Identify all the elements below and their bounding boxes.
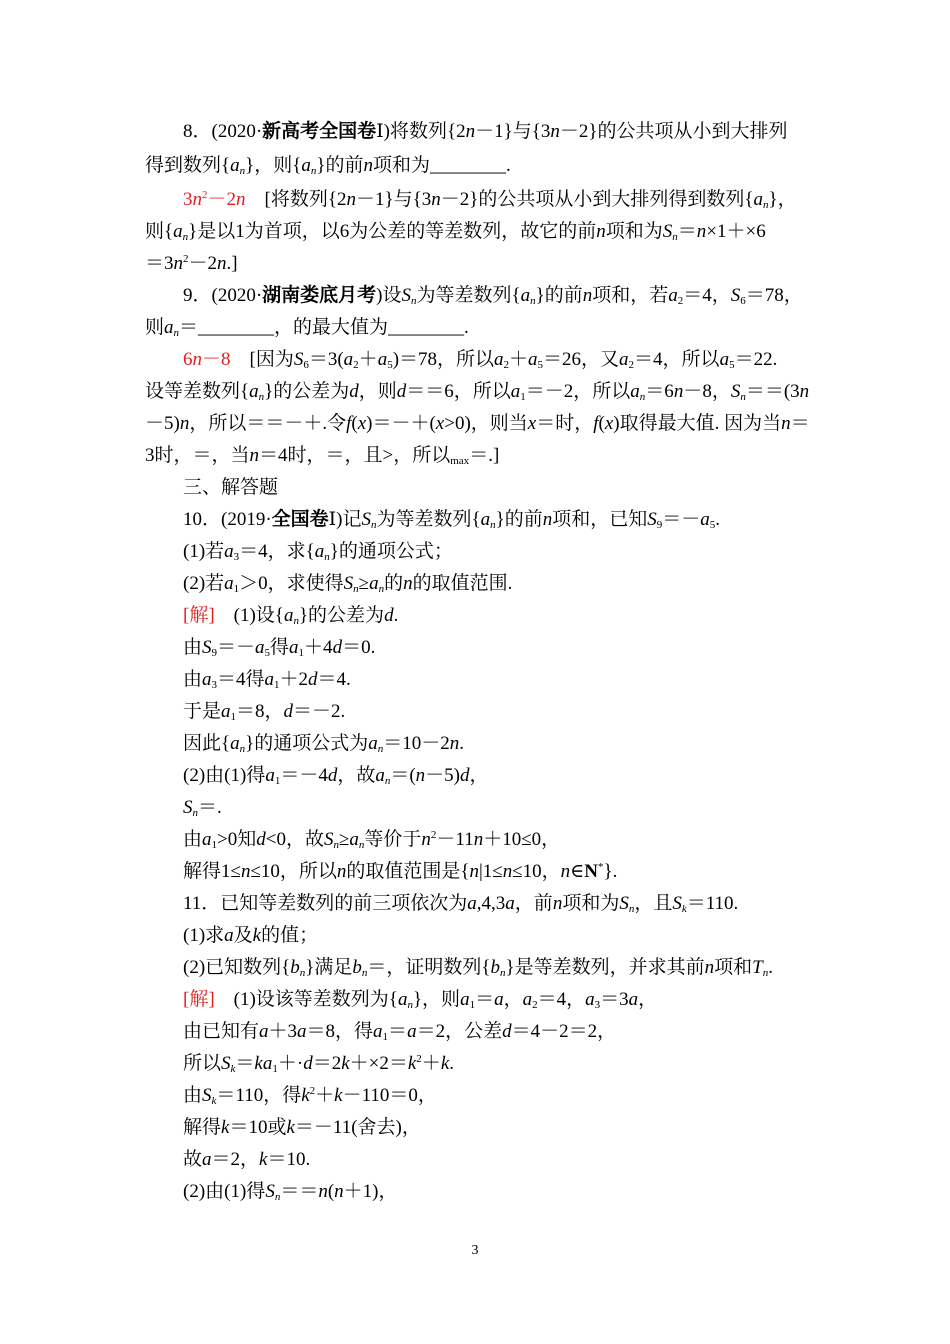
solution-11-line-1: [解] (1)设该等差数列为$\{a_n\}$，则$a_1=a$，$a_2=4$，$a_3=3a$， <box>183 989 658 1011</box>
problem-9-line-2: 则$a_n=\_\_\_\_\_\_\_\_$，的最大值为________. <box>145 317 469 339</box>
answer-9-line-4: 3时，＝，当n＝4时，＝，且>，所以$_{max}$＝.] <box>145 445 500 467</box>
solution-10-line-2: 由$S_9=-a_5$得$a_1+4d=0$. <box>183 637 376 659</box>
answer-9-line-2: 设等差数列$\{a_n\}$的公差为d，则d＝＝6，所以$a_1=-2$，所以$a_n=6n-8$，$S_n==(3n$ <box>145 381 810 403</box>
solution-11-line-3: 所以$S_k=ka_1+\cdot d=2k+\times 2=k^2+k$. <box>183 1053 454 1075</box>
answer-8-line-2: 则$\{a_n\}$是以1为首项，以6为公差的等差数列，故它的前n项和为$S_n=n\times 1+\times 6$ <box>145 221 766 243</box>
problem-8-line-2: 得到数列$\{a_n\}$，则$\{a_n\}$的前n项和为________. <box>145 155 511 177</box>
answer-8-value: $3n^2-2n$ <box>183 189 246 210</box>
solution-10-line-5: 因此$\{a_n\}$的通项公式为$a_n=10-2n$. <box>183 733 465 755</box>
solution-label: [解] <box>183 605 215 626</box>
solution-label: [解] <box>183 989 215 1010</box>
answer-8-line-3: $=3n^2-2n$.] <box>145 253 238 274</box>
problem-11-part-2: (2)已知数列$\{b_n\}$满足$b_n=$，证明数列$\{b_n\}$是等差数列，并求其前n项和$T_n$. <box>183 957 773 979</box>
answer-8-line-1: $3n^2-2n$ [将数列{2n－1}与{3n－2}的公共项从小到大排列得到数列$\{a_n\}$， <box>183 189 797 211</box>
solution-11-line-4: 由$S_k=110$，得$k^2+k-110=0$， <box>183 1085 437 1107</box>
problem-11-part-1: (1)求a及k的值； <box>183 925 319 946</box>
problem-10-part-1: (1)若$a_3=4$，求$\{a_n\}$的通项公式； <box>183 541 453 563</box>
solution-11-line-2: 由已知有a＋3a＝8，得$a_1=a=2$，公差d＝4－2＝2， <box>183 1021 617 1043</box>
solution-10-line-7: $S_n=$. <box>183 797 222 819</box>
section-heading: 三、解答题 <box>183 477 279 498</box>
answer-9-line-1: 6n－8 [因为$S_6=3(a_2+a_5)=78$，所以$a_2+a_5=26$，又$a_2=4$，所以$a_5=22$. <box>183 349 778 371</box>
solution-10-line-6: (2)由(1)得$a_1=-4d$，故$a_n=(n-5)d$， <box>183 765 489 787</box>
page-number: 3 <box>471 1243 479 1258</box>
solution-10-line-9: 解得1≤n≤10，所以n的取值范围是{n|1≤n≤10，n∈N*}. <box>183 861 618 882</box>
problem-8-line-1: 8．(2020·新高考全国卷Ⅰ)将数列{2n－1}与{3n－2}的公共项从小到大排列 <box>183 121 788 142</box>
answer-9-line-3: －5)n，所以＝＝－＋.令f(x)＝－＋(x>0)，则当x＝时，f(x)取得最大值. 因为当n＝ <box>145 413 810 434</box>
solution-10-line-8: 由$a_1>0$知d<0，故$S_n\ge a_n$等价于$n^2-11n+10\le 0$， <box>183 829 561 851</box>
solution-10-line-4: 于是$a_1=8$，d＝－2. <box>183 701 346 723</box>
solution-11-line-5: 解得k＝10或k＝－11(舍去)， <box>183 1117 421 1138</box>
problem-10-part-2: (2)若$a_1>0$，求使得$S_n\ge a_n$的n的取值范围. <box>183 573 513 595</box>
problem-9-line-1: 9．(2020·湖南娄底月考)设$S_n$为等差数列$\{a_n\}$的前n项和，若$a_2=4$，$S_6=78$， <box>183 285 803 307</box>
problem-11-line-1: 11．已知等差数列的前三项依次为a,4,3a，前n项和为$S_n$，且$S_k=110$. <box>183 893 739 915</box>
problem-10-line-1: 10．(2019·全国卷Ⅰ)记$S_n$为等差数列$\{a_n\}$的前n项和，已知$S_9=-a_5$. <box>183 509 721 531</box>
solution-10-line-1: [解] (1)设$\{a_n\}$的公差为d. <box>183 605 399 627</box>
answer-9-value: 6n－8 <box>183 349 231 370</box>
solution-11-line-7: (2)由(1)得$S_n==n(n+1)$， <box>183 1181 398 1203</box>
solution-10-line-3: 由$a_3=4$得$a_1+2d=4$. <box>183 669 351 691</box>
solution-11-line-6: 故a＝2，k＝10. <box>183 1149 311 1170</box>
